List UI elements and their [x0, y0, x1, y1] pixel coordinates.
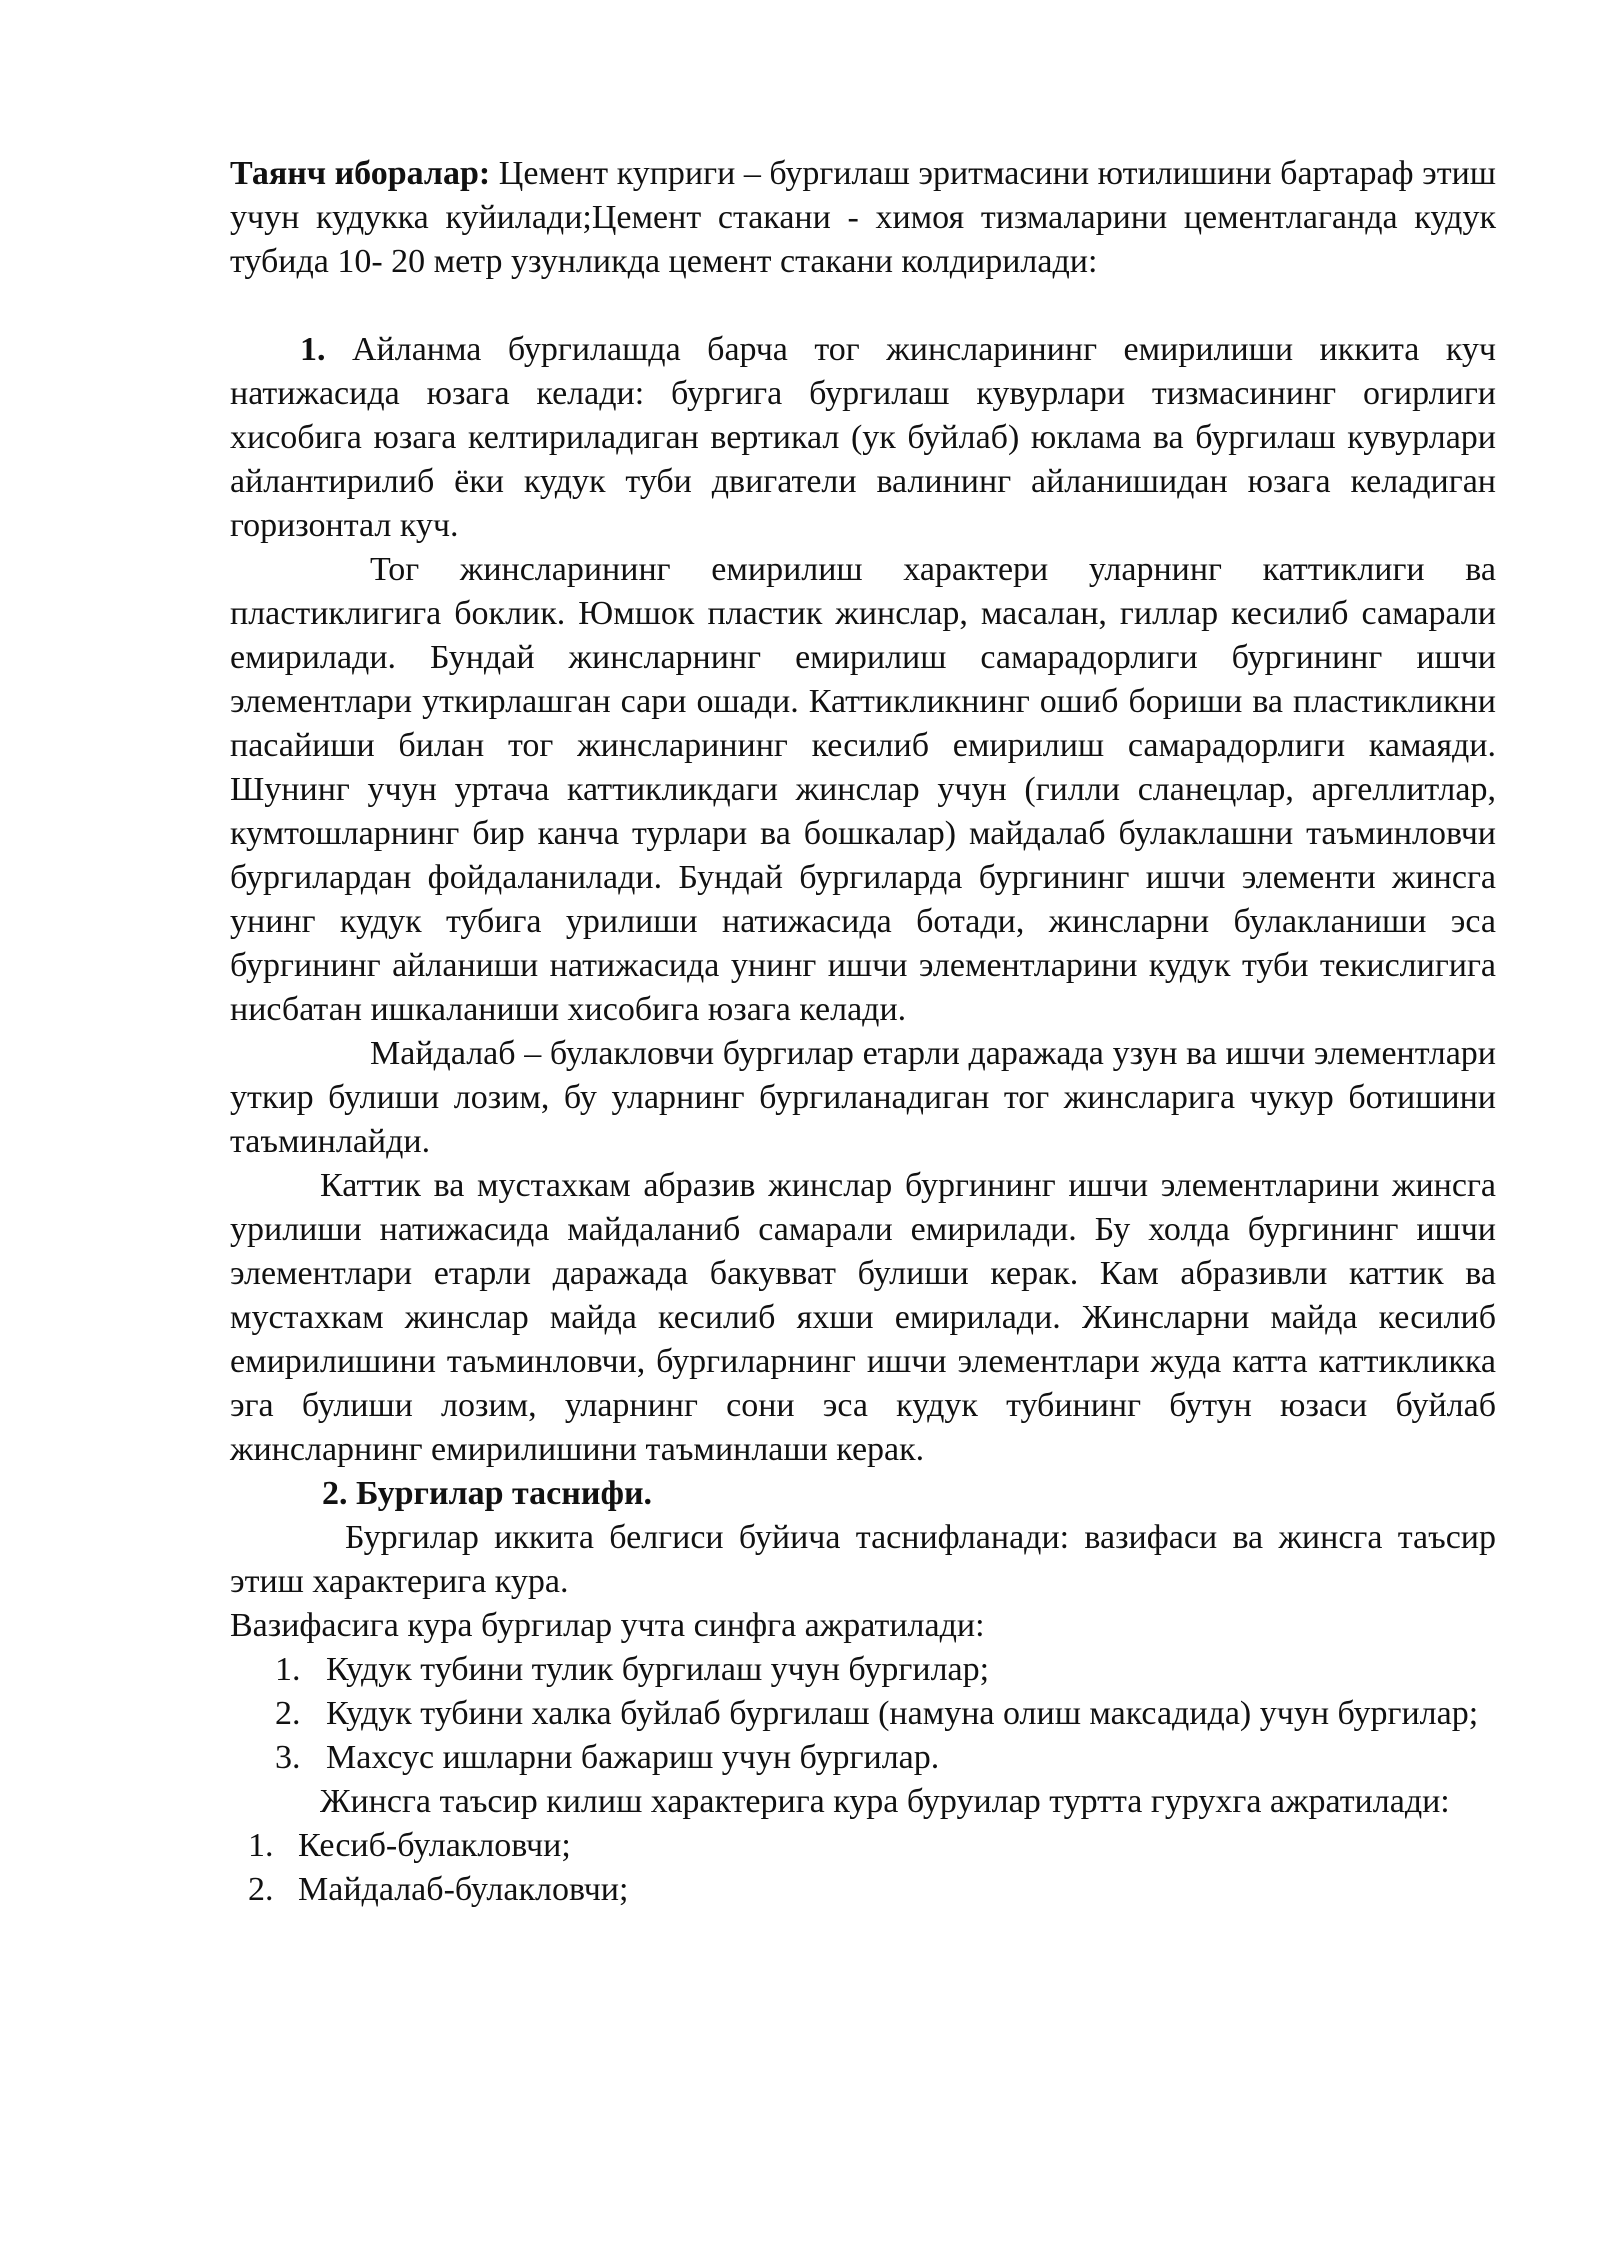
keywords-paragraph — [230, 152, 1496, 284]
section1-number: 1. — [300, 331, 326, 368]
keywords-label: Таянч иборалар: — [230, 155, 491, 192]
section1-paragraph-4: Каттик ва мустахкам абразив жинслар бургининг ишчи элементларини жинсга урилиши натижасида майдаланиб самарали емирилади. Бу холда бургининг ишчи элементлари етарли даражада бакувват булиши керак. Кам абразивли каттик ва мустахкам жинслар майда кесилиб яхши емирилади. Жинсларни майда кесилиб емирилишини таъминловчи, бургиларнинг ишчи элементлари жуда катта каттикликка эга булиши лозим, уларнинг сони эса кудук тубининг бутун юзаси буйлаб жинсларнинг емирилишини таъминлаши керак. — [230, 1167, 1496, 1468]
section1-paragraph-3: Майдалаб – булакловчи бургилар етарли даражада узун ва ишчи элементлари уткир булиши лозим, бу уларнинг бургиланадиган тог жинсларига чукур ботишини таъминлайди. — [230, 1035, 1496, 1160]
section2-heading: 2. Бургилар таснифи. — [322, 1475, 653, 1512]
list-item — [230, 1736, 1496, 1780]
list-item — [230, 1824, 1496, 1868]
list-item — [230, 1648, 1496, 1692]
list-item-text: Кудук тубини халка буйлаб бургилаш (намуна олиш максадида) учун бургилар; — [326, 1695, 1479, 1732]
spacer — [230, 284, 1496, 328]
list-item — [230, 1868, 1496, 1912]
list-item-number: 1. — [248, 1827, 274, 1864]
list-item-text: Кесиб-булакловчи; — [298, 1827, 571, 1864]
section1-intro — [230, 328, 1496, 548]
effect-lead: Жинсга таъсир килиш характерига кура буруилар туртта гурухга ажратилади: — [320, 1783, 1450, 1820]
list-item-number: 1. — [275, 1651, 301, 1688]
list-item-number: 3. — [275, 1739, 301, 1776]
list-item-text: Кудук тубини тулик бургилаш учун бургилар; — [326, 1651, 990, 1688]
section2-intro: Бургилар иккита белгиси буйича таснифланади: вазифаси ва жинсга таъсир этиш характерига кура. — [230, 1519, 1496, 1600]
document-body — [230, 152, 1496, 1912]
list-item-number: 2. — [275, 1695, 301, 1732]
list-item — [230, 1692, 1496, 1736]
purpose-lead: Вазифасига кура бургилар учта синфга ажратилади: — [230, 1607, 985, 1644]
effect-list — [230, 1824, 1496, 1912]
purpose-list — [230, 1648, 1496, 1780]
list-item-number: 2. — [248, 1871, 274, 1908]
section1-intro-text: Айланма бургилашда барча тог жинсларининг емирилиши иккита куч натижасида юзага келади: бургига бургилаш кувурлари тизмасининг огирлиги хисобига юзага келтириладиган вертикал (ук буйлаб) юклама ва бургилаш кувурлари айлантирилиб ёки кудук туби двигатели валининг айланишидан юзага келадиган горизонтал куч. — [230, 331, 1496, 544]
list-item-text: Махсус ишларни бажариш учун бургилар. — [326, 1739, 940, 1776]
keywords-text: Цемент куприги – бургилаш эритмасини ютилишини бартараф этиш учун кудукка куйилади;Цемент стакани - химоя тизмаларини цементлаганда кудук тубида 10- 20 метр узунликда цемент стакани колдирилади: — [230, 155, 1496, 280]
list-item-text: Майдалаб-булакловчи; — [298, 1871, 629, 1908]
section1-paragraph-2: Тог жинсларининг емирилиш характери уларнинг каттиклиги ва пластиклигига боклик. Юмшок пластик жинслар, масалан, гиллар кесилиб самарали емирилади. Бундай жинсларнинг емирилиш самарадорлиги бургининг ишчи элементлари уткирлашган сари ошади. Каттикликнинг ошиб бориши ва пластикликни пасайиши билан тог жинсларининг кесилиб емирилиш самарадорлиги камаяди. Шунинг учун уртача каттикликдаги жинслар учун (гилли сланецлар, аргеллитлар, кумтошларнинг бир канча турлари ва бошкалар) майдалаб булаклашни таъминловчи бургилардан фойдаланилади. Бундай бургиларда бургининг ишчи элементи жинсга унинг кудук тубига урилиши натижасида ботади, жинсларни булакланиши эса бургининг айланиши натижасида унинг ишчи элементларини кудук туби текислигига нисбатан ишкаланиши хисобига юзага келади. — [230, 551, 1496, 1028]
